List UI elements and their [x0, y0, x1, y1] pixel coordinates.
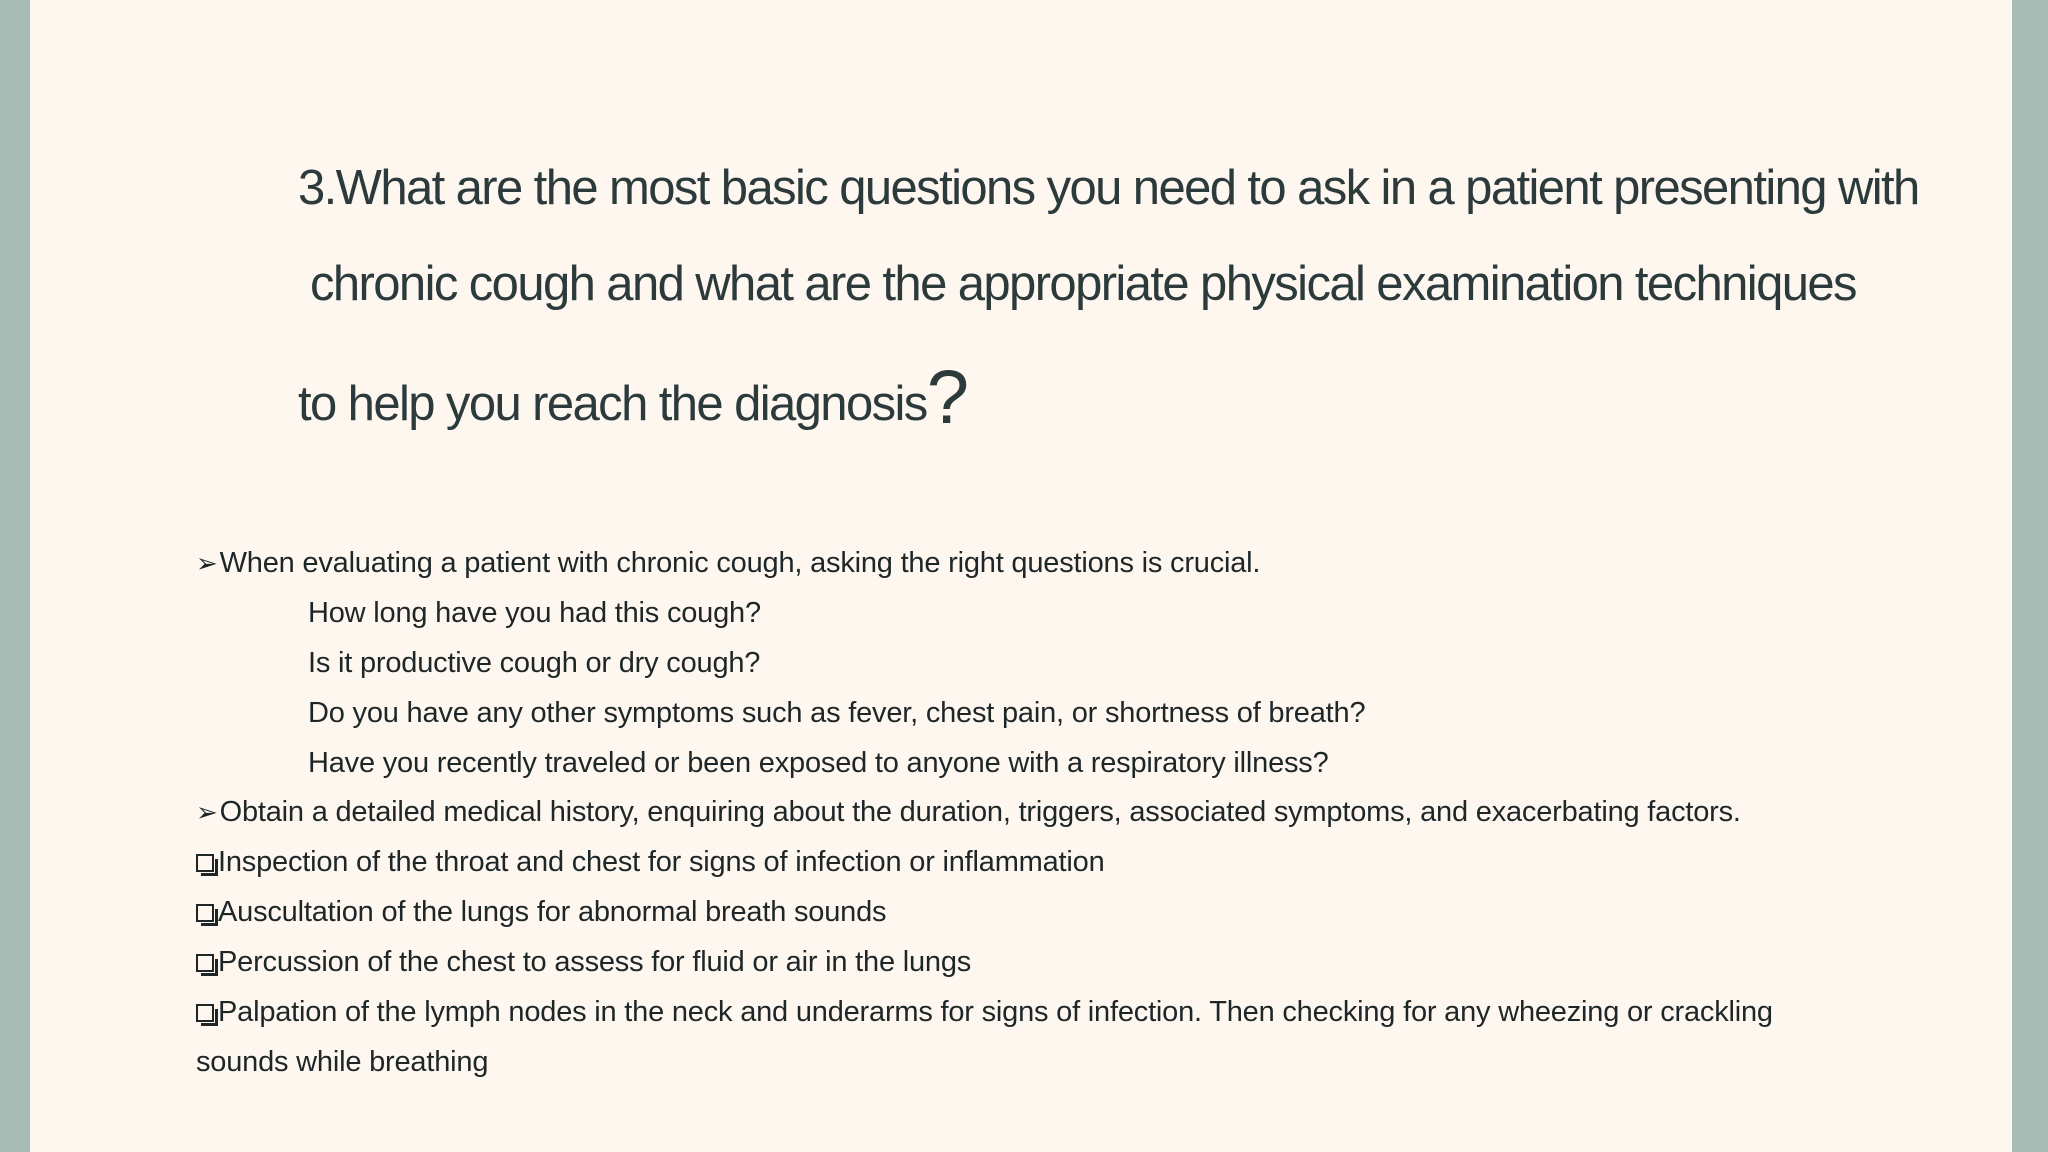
title-line-3 [298, 354, 969, 441]
exam-item-text: Percussion of the chest to assess for fluid or air in the lungs [218, 946, 972, 978]
exam-item-text: Auscultation of the lungs for abnormal breath sounds [218, 896, 887, 928]
exam-item-continuation: sounds while breathing [196, 1046, 489, 1078]
checkbox-bullet-icon [196, 854, 214, 872]
exam-item-text: Palpation of the lymph nodes in the neck and underarms for signs of infection. Then checking for any wheezing or crackling [218, 996, 1773, 1028]
arrow-bullet-icon: ➢ [196, 797, 218, 827]
slide [30, 0, 2012, 1152]
exam-item [196, 992, 1773, 1032]
arrow-item-text: When evaluating a patient with chronic cough, asking the right questions is crucial. [219, 547, 1261, 579]
checkbox-bullet-icon [196, 904, 214, 922]
question-item: Is it productive cough or dry cough? [308, 647, 761, 679]
checkbox-bullet-icon [196, 1004, 214, 1022]
checkbox-bullet-icon [196, 954, 214, 972]
title-line-3-text: to help you reach the diagnosis [298, 377, 927, 431]
title-question-mark: ? [926, 355, 969, 440]
exam-item [196, 942, 971, 982]
arrow-item-text: Obtain a detailed medical history, enquiring about the duration, triggers, associated symptoms, and exacerbating factors. [219, 796, 1741, 828]
title-line-2: chronic cough and what are the appropriate physical examination techniques [310, 257, 1856, 311]
exam-item [196, 892, 886, 932]
question-item: How long have you had this cough? [308, 597, 761, 629]
arrow-item [196, 543, 1260, 583]
exam-item-text: Inspection of the throat and chest for signs of infection or inflammation [218, 846, 1105, 878]
question-item: Have you recently traveled or been exposed to anyone with a respiratory illness? [308, 747, 1329, 779]
exam-item [196, 842, 1105, 882]
title-line-1: 3.What are the most basic questions you need to ask in a patient presenting with [298, 161, 1919, 215]
arrow-item [196, 792, 1741, 832]
arrow-bullet-icon: ➢ [196, 548, 218, 578]
question-item: Do you have any other symptoms such as fever, chest pain, or shortness of breath? [308, 697, 1366, 729]
